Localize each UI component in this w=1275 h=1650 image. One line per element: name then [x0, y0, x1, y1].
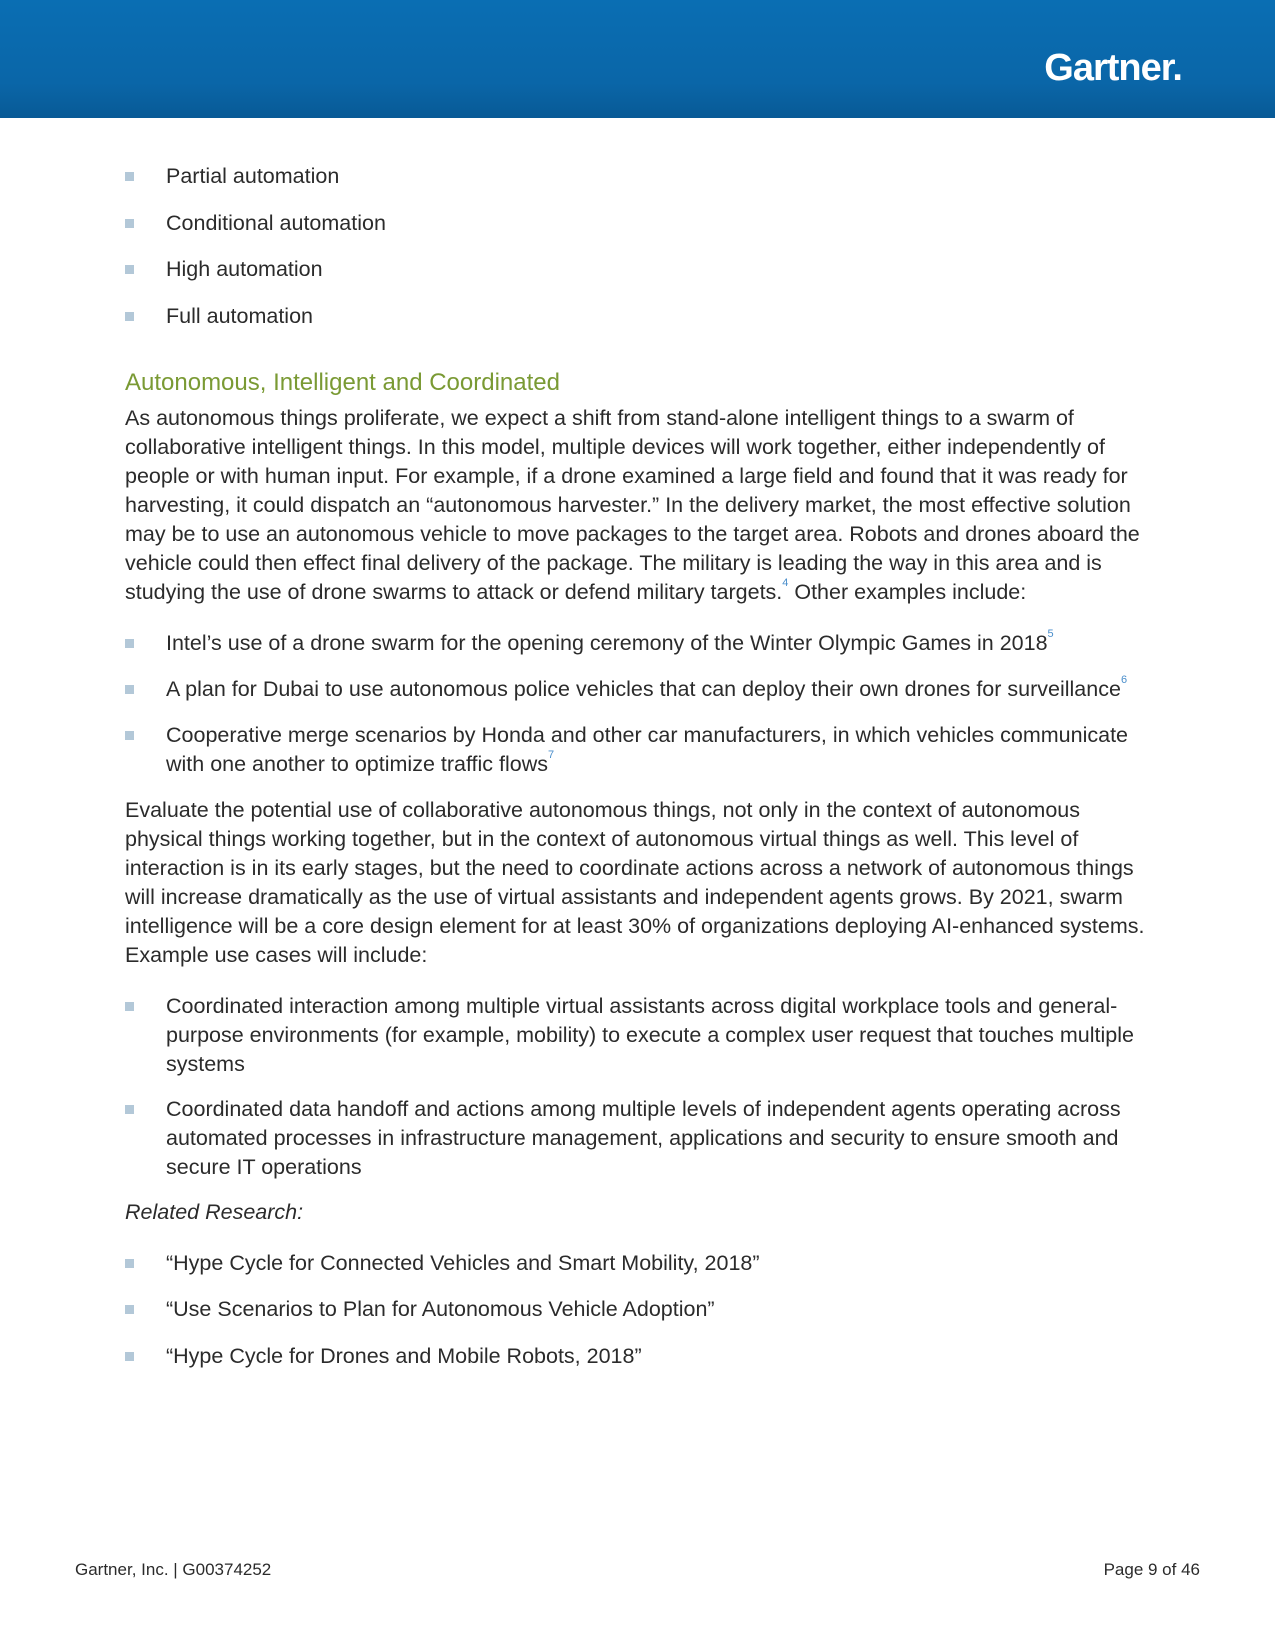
section-heading: Autonomous, Intelligent and Coordinated — [125, 368, 560, 396]
list-item — [125, 209, 1155, 238]
intro-paragraph — [125, 404, 1155, 607]
list-item[interactable] — [125, 1249, 1155, 1278]
footer-doc-id: Gartner, Inc. | G00374252 — [75, 1560, 272, 1579]
footnote-ref[interactable]: 4 — [782, 576, 789, 589]
list-item — [125, 302, 1155, 331]
list-item[interactable] — [125, 1295, 1155, 1324]
gartner-logo: Gartner. — [1044, 47, 1182, 89]
list-item — [125, 1095, 1155, 1182]
list-item-text: Partial automation — [166, 164, 340, 188]
evaluate-paragraph: Evaluate the potential use of collaborative autonomous things, not only in the context of autonomous physical things working together, but in the context of autonomous virtual things as well. This level of interaction is in its early stages, but the need to coordinate actions across a network of autonomous things will increase dramatically as the use of virtual assistants and independent agents grows. By 2021, swarm intelligence will be a core design element for at least 30% of organizations deploying AI-enhanced systems. Example use cases will include: — [125, 797, 1145, 967]
page-content — [125, 162, 1155, 1388]
header-banner — [0, 0, 1275, 118]
use-cases-list — [125, 992, 1155, 1182]
list-item — [125, 162, 1155, 191]
list-item-text: Conditional automation — [166, 210, 386, 235]
related-research-link[interactable]: “Hype Cycle for Connected Vehicles and Smart Mobility, 2018” — [166, 1250, 760, 1275]
list-item-text: A plan for Dubai to use autonomous police vehicles that can deploy their own drones for surveillance — [166, 676, 1121, 701]
list-item-text: High automation — [166, 257, 323, 281]
square-bullet-icon — [125, 639, 134, 648]
list-item[interactable] — [125, 1342, 1155, 1371]
intro-paragraph-tail: Other examples include: — [788, 579, 1027, 604]
list-item-text: Coordinated data handoff and actions among multiple levels of independent agents operating across automated processes in infrastructure management, applications and security to ensure smooth and secure IT operations — [166, 1096, 1121, 1179]
footnote-ref[interactable]: 5 — [1047, 627, 1054, 640]
square-bullet-icon — [125, 1259, 134, 1268]
automation-levels-list — [125, 162, 1155, 331]
square-bullet-icon — [125, 312, 134, 321]
footnote-ref[interactable]: 6 — [1120, 673, 1128, 686]
intro-paragraph-text: As autonomous things proliferate, we expect a shift from stand-alone intelligent things to a swarm of collaborative intelligent things. In this model, multiple devices will work together, either independently of people or with human input. For example, if a drone examined a large field and found that it was ready for harvesting, it could dispatch an “autonomous harvester.” In the delivery market, the most effective solution may be to use an autonomous vehicle to move packages to the target area. Robots and drones aboard the vehicle could then effect final delivery of the package. The military is leading the way in this area and is studying the use of drone swarms to attack or defend military targets. — [125, 405, 1140, 604]
list-item-text: Full automation — [166, 303, 313, 328]
list-item-text: Cooperative merge scenarios by Honda and other car manufacturers, in which vehicles communicate with one another to optimize traffic flows — [166, 722, 1128, 776]
related-research-link[interactable]: “Use Scenarios to Plan for Autonomous Vehicle Adoption” — [166, 1297, 715, 1321]
footnote-ref[interactable]: 7 — [548, 748, 555, 761]
list-item-text: Intel’s use of a drone swarm for the opening ceremony of the Winter Olympic Games in 2018 — [166, 630, 1048, 655]
square-bullet-icon — [125, 219, 134, 228]
square-bullet-icon — [125, 731, 134, 740]
square-bullet-icon — [125, 265, 134, 274]
square-bullet-icon — [125, 1105, 134, 1114]
square-bullet-icon — [125, 685, 134, 694]
examples-list — [125, 629, 1155, 779]
square-bullet-icon — [125, 1002, 134, 1011]
list-item-text: Coordinated interaction among multiple virtual assistants across digital workplace tools and general-purpose environments (for example, mobility) to execute a complex user request that touches multiple systems — [166, 993, 1134, 1076]
square-bullet-icon — [125, 1305, 134, 1314]
list-item — [125, 255, 1155, 284]
related-research-list — [125, 1249, 1155, 1371]
square-bullet-icon — [125, 172, 134, 181]
related-research-link[interactable]: “Hype Cycle for Drones and Mobile Robots, 2018” — [166, 1343, 642, 1368]
footer-page-number: Page 9 of 46 — [1103, 1560, 1200, 1579]
square-bullet-icon — [125, 1352, 134, 1361]
list-item — [125, 992, 1155, 1079]
list-item — [125, 629, 1155, 658]
list-item — [125, 721, 1155, 779]
list-item — [125, 675, 1155, 704]
related-research-label: Related Research: — [125, 1199, 304, 1224]
